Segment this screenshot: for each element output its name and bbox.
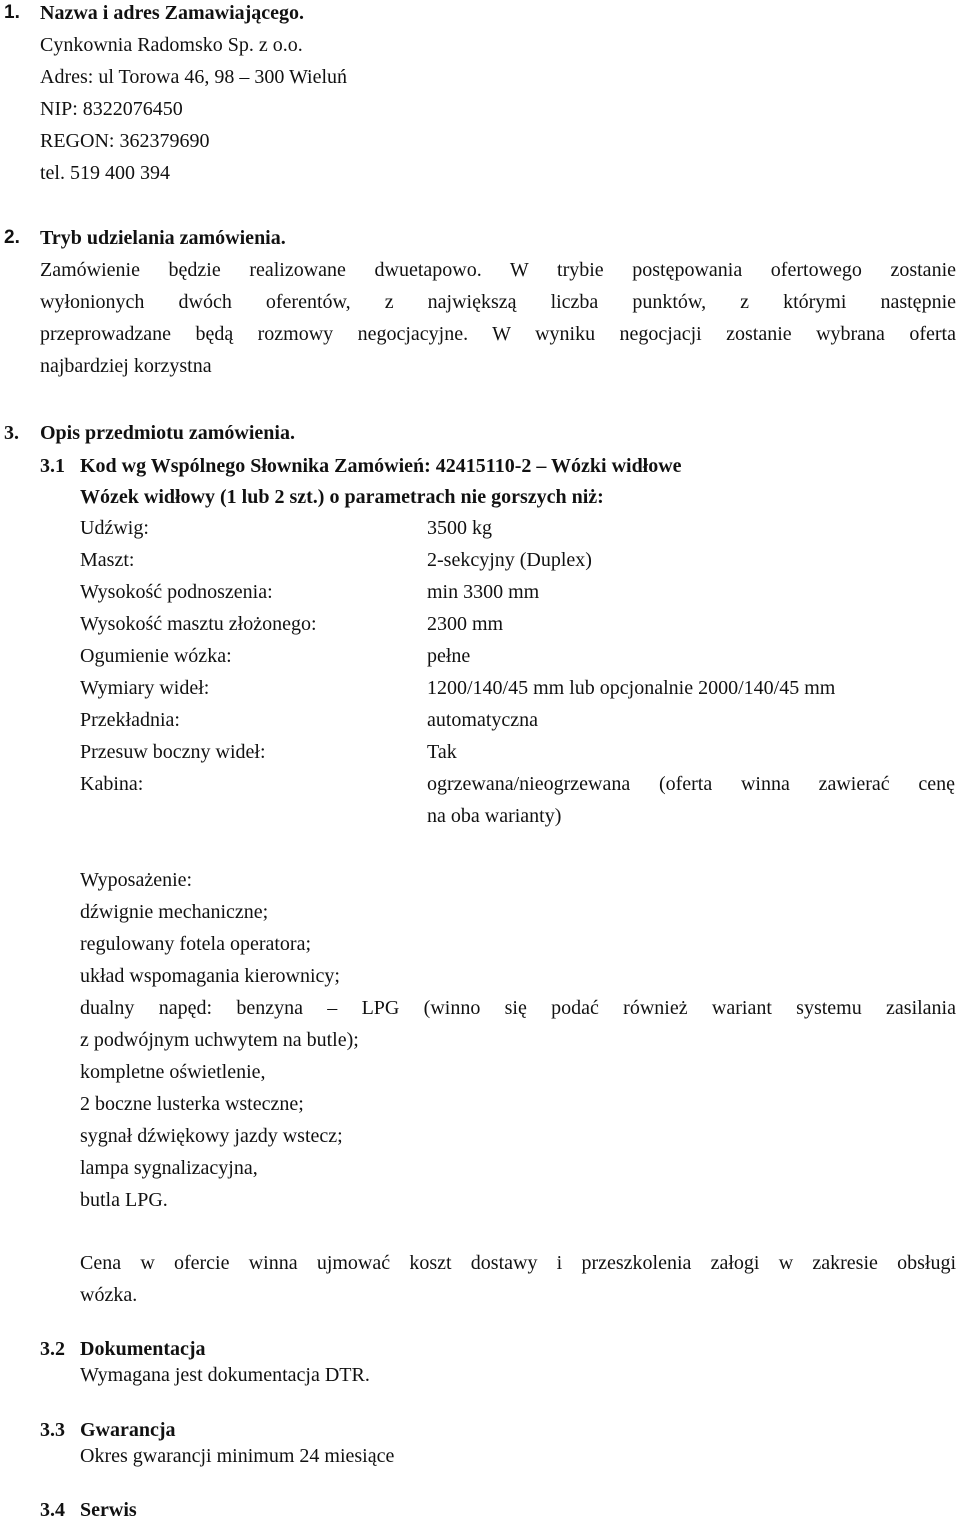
spec-value: pełne xyxy=(427,645,471,667)
subsection-3-4-number: 3.4 xyxy=(40,1499,65,1521)
spec-value: 1200/140/45 mm lub opcjonalnie 2000/140/45 mm xyxy=(427,677,836,699)
spec-label: Wymiary wideł: xyxy=(80,677,210,699)
equipment-item: kompletne oświetlenie, xyxy=(80,1061,266,1083)
section-1-title: Nazwa i adres Zamawiającego. xyxy=(40,2,305,24)
equipment-item: 2 boczne lusterka wsteczne; xyxy=(80,1093,304,1115)
company-regon: REGON: 362379690 xyxy=(40,130,210,152)
section-3-number: 3. xyxy=(4,422,19,444)
company-nip: NIP: 8322076450 xyxy=(40,98,183,120)
subsection-3-2-title: Dokumentacja xyxy=(80,1338,206,1360)
equipment-item: regulowany fotela operatora; xyxy=(80,933,312,955)
spec-value: min 3300 mm xyxy=(427,581,540,603)
spec-row-fork-dimensions xyxy=(80,672,960,704)
spec-row-lift-height xyxy=(80,576,960,608)
spec-value: ogrzewana/nieogrzewana (oferta winna zawierać cenę xyxy=(427,773,955,795)
subsection-3-2-number: 3.2 xyxy=(40,1338,65,1360)
subsection-3-1-title: Kod wg Wspólnego Słownika Zamówień: 42415110-2 – Wózki widłowe xyxy=(80,455,682,477)
company-address: Adres: ul Torowa 46, 98 – 300 Wieluń xyxy=(40,66,348,88)
subsection-3-3-title: Gwarancja xyxy=(80,1419,176,1441)
equipment-heading: Wyposażenie: xyxy=(80,869,193,891)
spec-value: 2-sekcyjny (Duplex) xyxy=(427,549,592,571)
price-note-line: wózka. xyxy=(80,1284,138,1306)
equipment-item: sygnał dźwiękowy jazdy wstecz; xyxy=(80,1125,343,1147)
spec-value: 3500 kg xyxy=(427,517,492,539)
spec-label: Przesuw boczny wideł: xyxy=(80,741,266,763)
equipment-item: butla LPG. xyxy=(80,1189,168,1211)
spec-row-side-shift xyxy=(80,736,960,768)
spec-row-folded-mast-height xyxy=(80,608,960,640)
spec-value: Tak xyxy=(427,741,457,763)
equipment-item: układ wspomagania kierownicy; xyxy=(80,965,340,987)
spec-row-cabin xyxy=(80,768,960,800)
subsection-3-4-title: Serwis xyxy=(80,1499,137,1521)
spec-row-mast xyxy=(80,544,960,576)
spec-value: 2300 mm xyxy=(427,613,504,635)
company-phone: tel. 519 400 394 xyxy=(40,162,170,184)
forklift-requirement-line: Wózek widłowy (1 lub 2 szt.) o parametrach nie gorszych niż: xyxy=(80,486,604,508)
procedure-paragraph-line: najbardziej korzystna xyxy=(40,355,212,377)
equipment-item: dualny napęd: benzyna – LPG (winno się podać również wariant systemu zasilania xyxy=(80,997,956,1019)
warranty-text: Okres gwarancji minimum 24 miesiące xyxy=(80,1445,395,1467)
subsection-3-1-number: 3.1 xyxy=(40,455,65,477)
documentation-text: Wymagana jest dokumentacja DTR. xyxy=(80,1364,370,1386)
spec-value: automatyczna xyxy=(427,709,539,731)
spec-row-transmission xyxy=(80,704,960,736)
spec-row-tires xyxy=(80,640,960,672)
equipment-item: lampa sygnalizacyjna, xyxy=(80,1157,258,1179)
procedure-paragraph-line: przeprowadzane będą rozmowy negocjacyjne. W wyniku negocjacji zostanie wybrana oferta xyxy=(40,323,956,345)
spec-label: Wysokość masztu złożonego: xyxy=(80,613,317,635)
subsection-3-3-number: 3.3 xyxy=(40,1419,65,1441)
procedure-paragraph-line: Zamówienie będzie realizowane dwuetapowo. W trybie postępowania ofertowego zostanie xyxy=(40,259,956,281)
section-2-title: Tryb udzielania zamówienia. xyxy=(40,227,286,249)
section-2-number: 2. xyxy=(4,227,20,248)
equipment-item-continuation: z podwójnym uchwytem na butle); xyxy=(80,1029,359,1051)
spec-cabin-continuation: na oba warianty) xyxy=(427,805,562,827)
section-1-number: 1. xyxy=(4,2,20,23)
spec-label: Ogumienie wózka: xyxy=(80,645,232,667)
spec-label: Kabina: xyxy=(80,773,144,795)
spec-label: Udźwig: xyxy=(80,517,149,539)
spec-label: Maszt: xyxy=(80,549,135,571)
equipment-item: dźwignie mechaniczne; xyxy=(80,901,269,923)
spec-row-capacity xyxy=(80,512,960,544)
section-3-title: Opis przedmiotu zamówienia. xyxy=(40,422,295,444)
company-name: Cynkownia Radomsko Sp. z o.o. xyxy=(40,34,303,56)
spec-label: Wysokość podnoszenia: xyxy=(80,581,273,603)
price-note-line: Cena w ofercie winna ujmować koszt dostawy i przeszkolenia załogi w zakresie obsługi xyxy=(80,1252,956,1274)
spec-label: Przekładnia: xyxy=(80,709,180,731)
procedure-paragraph-line: wyłonionych dwóch oferentów, z największą liczba punktów, z którymi następnie xyxy=(40,291,956,313)
